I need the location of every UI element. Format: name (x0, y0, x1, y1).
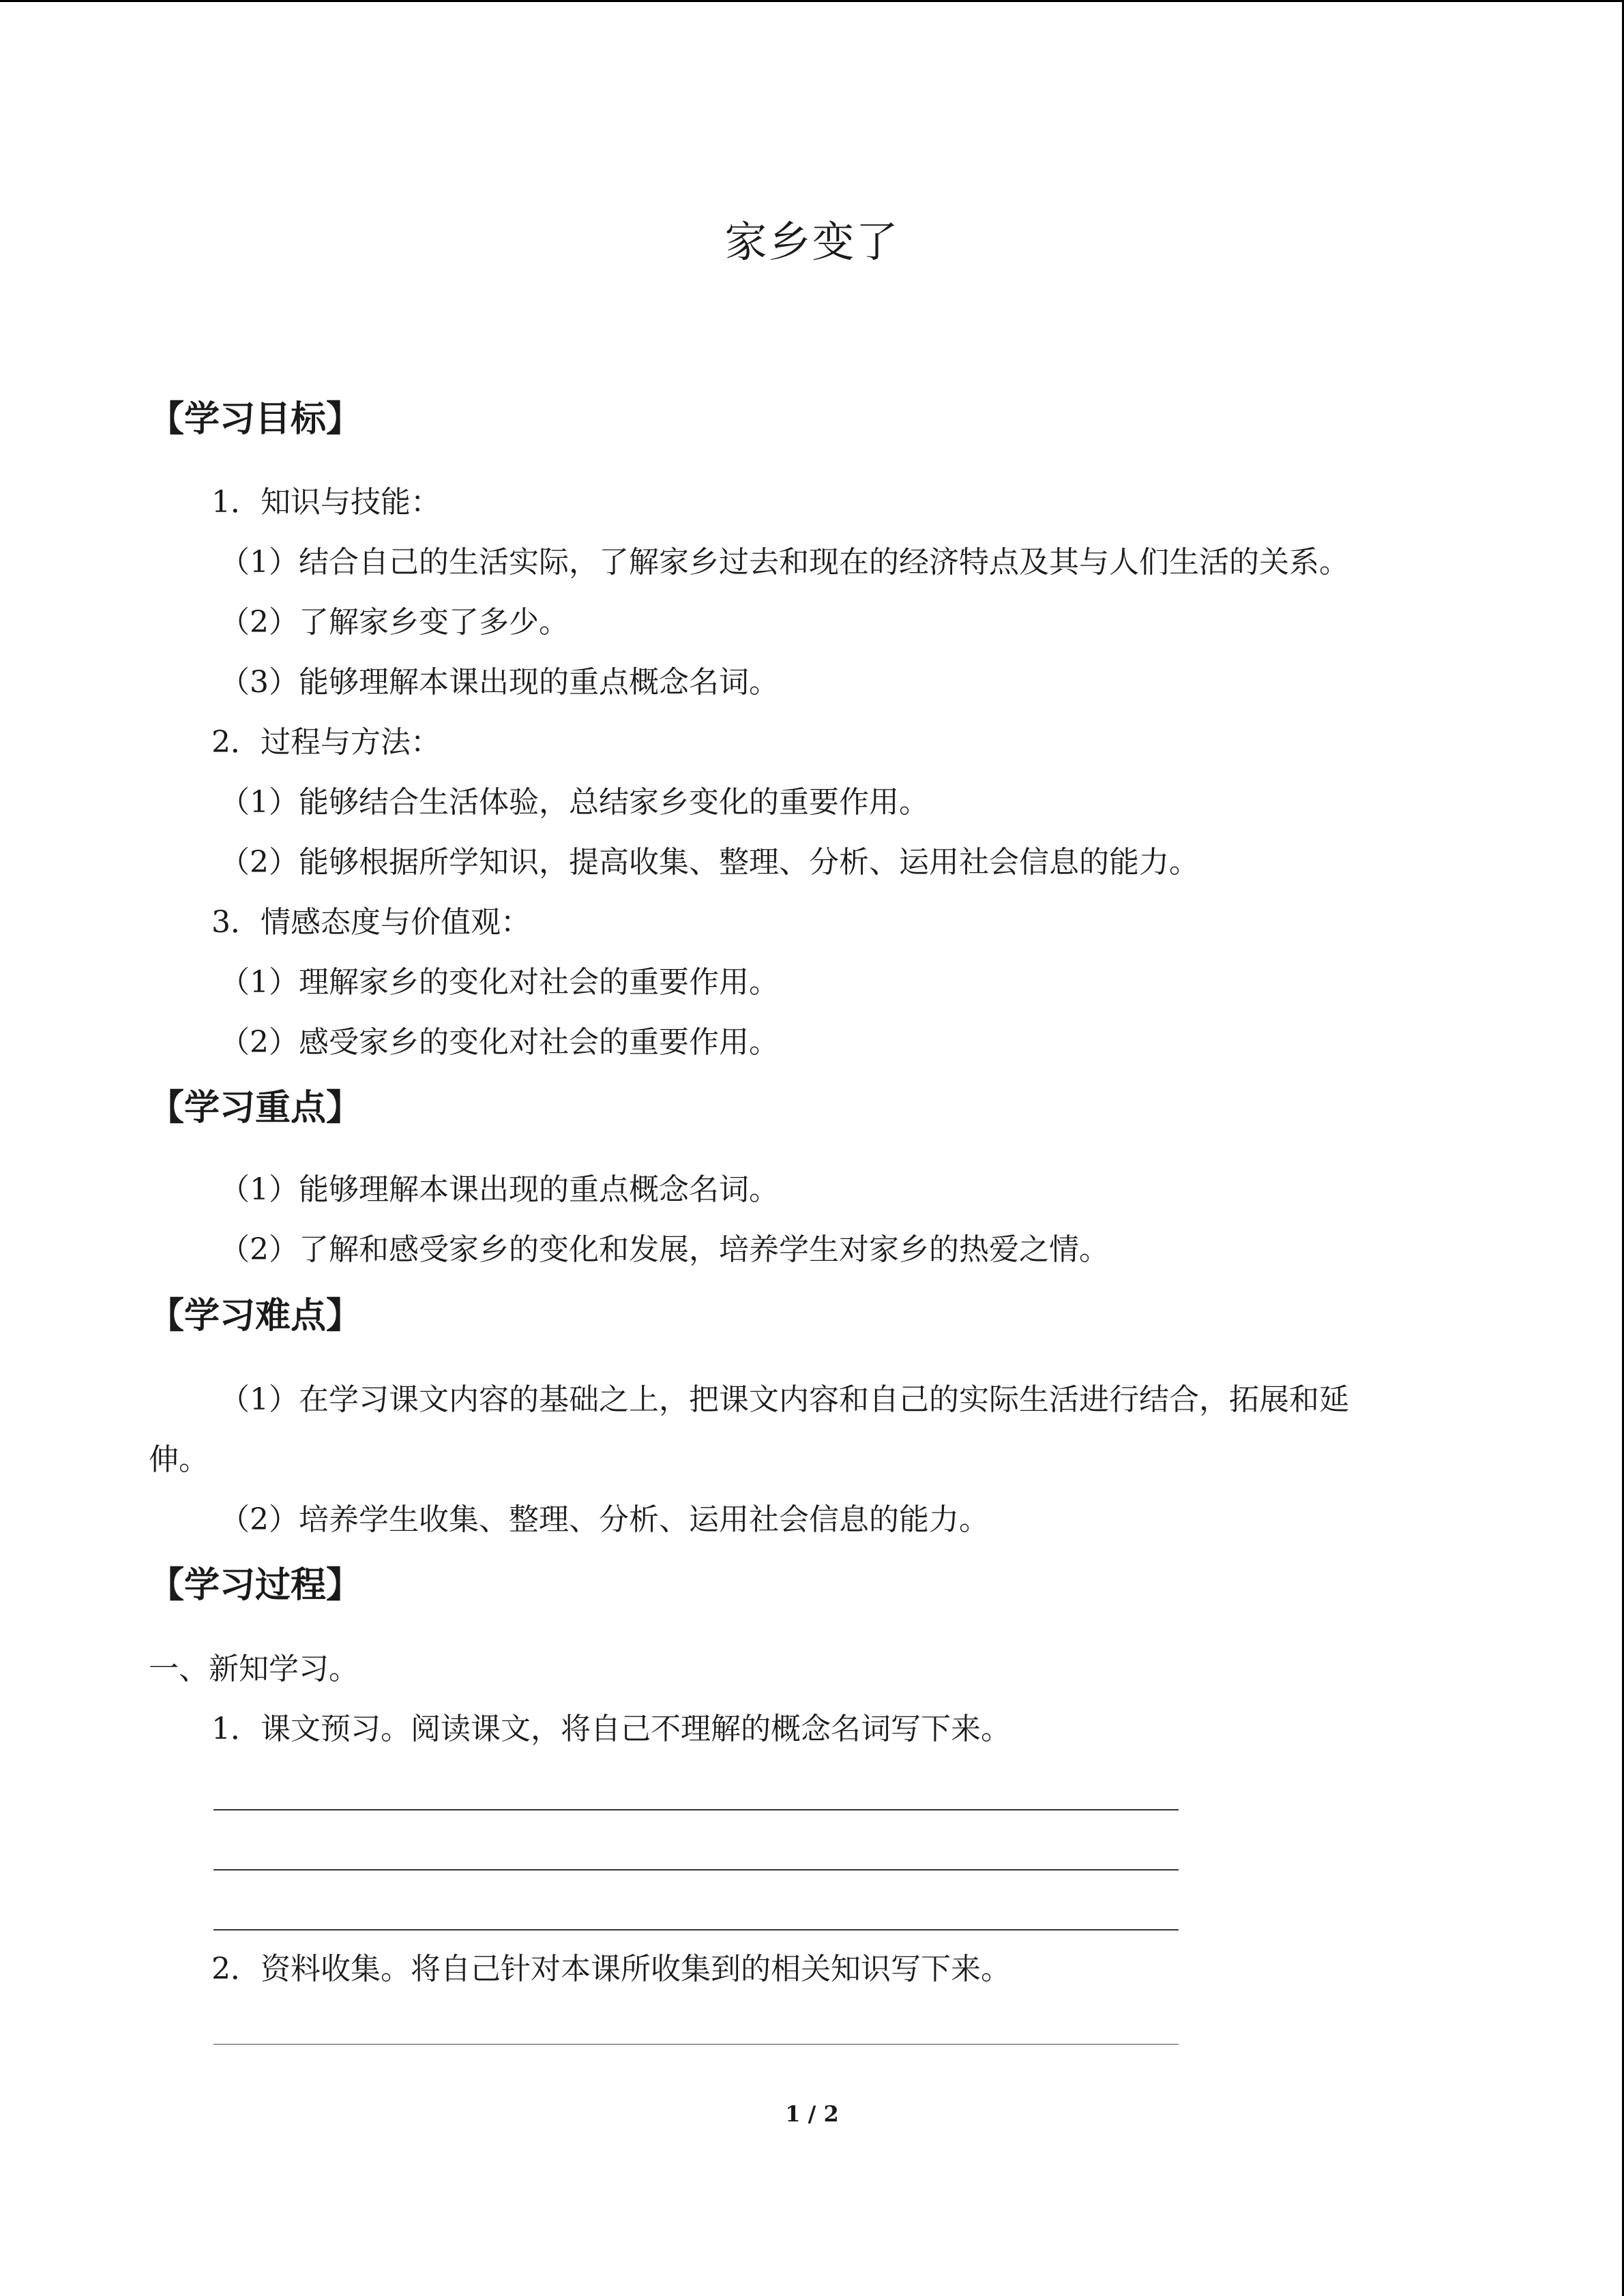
heading-key-points: 【学习重点】 (149, 1088, 362, 1129)
page-title: 家乡变了 (724, 217, 900, 267)
key-points-item: （1）能够理解本课出现的重点概念名词。 (220, 1172, 779, 1207)
answer-blank-line[interactable] (213, 1929, 1179, 1930)
difficulties-item: （2）培养学生收集、整理、分析、运用社会信息的能力。 (220, 1502, 989, 1537)
process-item: 一、新知学习。 (149, 1652, 359, 1686)
heading-difficulties: 【学习难点】 (149, 1296, 362, 1337)
heading-goals: 【学习目标】 (149, 399, 362, 440)
key-points-item: （2）了解和感受家乡的变化和发展，培养学生对家乡的热爱之情。 (220, 1232, 1109, 1267)
goals-item: （1）能够结合生活体验，总结家乡变化的重要作用。 (220, 785, 929, 820)
answer-blank-line[interactable] (213, 1869, 1179, 1870)
goals-item: 2．过程与方法： (211, 725, 441, 760)
answer-blank-line[interactable] (213, 2044, 1179, 2045)
goals-item: （2）感受家乡的变化对社会的重要作用。 (220, 1025, 779, 1060)
answer-blank-line[interactable] (213, 1809, 1179, 1810)
process-item: 1．课文预习。阅读课文，将自己不理解的概念名词写下来。 (211, 1712, 1011, 1746)
difficulties-item: （1）在学习课文内容的基础之上，把课文内容和自己的实际生活进行结合，拓展和延 (220, 1382, 1349, 1417)
process-item: 2．资料收集。将自己针对本课所收集到的相关知识写下来。 (211, 1952, 1011, 1986)
goals-item: 1．知识与技能： (211, 485, 441, 520)
heading-process: 【学习过程】 (149, 1565, 362, 1606)
goals-item: （2）了解家乡变了多少。 (220, 605, 569, 640)
page-top-border (0, 0, 1624, 2)
goals-item: （3）能够理解本课出现的重点概念名词。 (220, 665, 779, 700)
difficulties-item: 伸。 (149, 1442, 209, 1477)
goals-item: （1）理解家乡的变化对社会的重要作用。 (220, 965, 779, 1000)
goals-item: （1）结合自己的生活实际，了解家乡过去和现在的经济特点及其与人们生活的关系。 (220, 545, 1349, 580)
goals-item: （2）能够根据所学知识，提高收集、整理、分析、运用社会信息的能力。 (220, 845, 1199, 880)
page-number: 1 / 2 (785, 2101, 839, 2127)
goals-item: 3．情感态度与价值观： (211, 905, 531, 940)
